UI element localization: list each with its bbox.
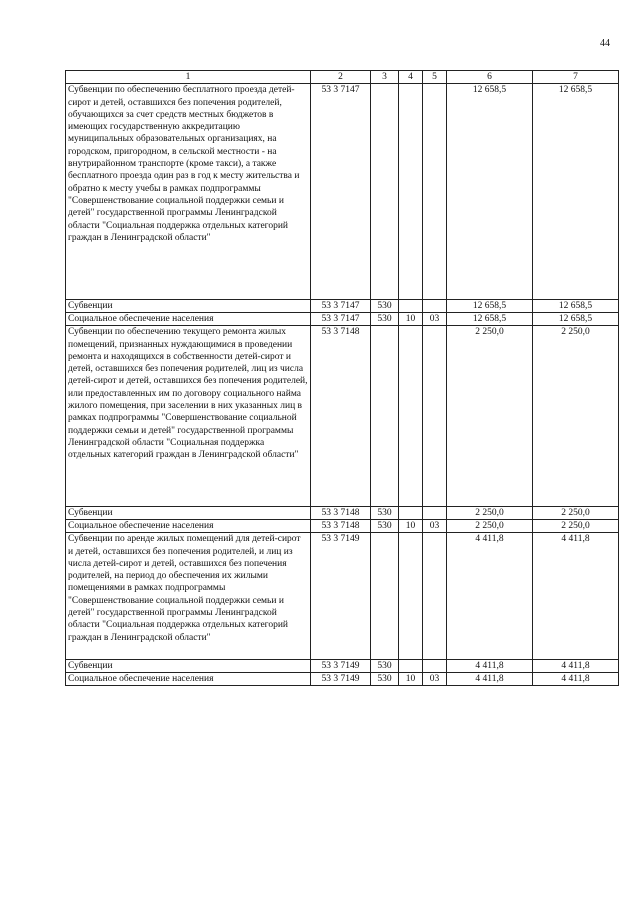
expense-type: 530 — [371, 520, 399, 533]
column-header: 1 — [66, 71, 311, 84]
row-name: Социальное обеспечение населения — [66, 313, 311, 326]
amount-col7: 12 658,5 — [533, 300, 619, 313]
amount-col6: 12 658,5 — [447, 313, 533, 326]
column-header: 3 — [371, 71, 399, 84]
row-name: Социальное обеспечение населения — [66, 520, 311, 533]
table-row — [66, 313, 619, 326]
section: 10 — [399, 673, 423, 686]
amount-col6: 2 250,0 — [447, 520, 533, 533]
amount-col6: 4 411,8 — [447, 673, 533, 686]
amount-col6: 4 411,8 — [447, 533, 533, 660]
target-code: 53 3 7149 — [311, 533, 371, 660]
budget-table — [65, 70, 619, 686]
amount-col6: 2 250,0 — [447, 326, 533, 507]
section — [399, 660, 423, 673]
expense-type: 530 — [371, 300, 399, 313]
row-name: Субвенции — [66, 507, 311, 520]
section — [399, 300, 423, 313]
section: 10 — [399, 520, 423, 533]
row-name: Субвенции по обеспечению бесплатного проезда детей-сирот и детей, оставшихся без попечения родителей, обучающихся за счет средств местных бюджетов в имеющих государственную аккредитацию муниципальных образовательных организациях, на городском, пригородном, в сельской местности - на внутрирайонном транспорте (кроме такси), а также бесплатного проезда один раз в год к месту жительства и обратно к месту учебы в рамках подпрограммы "Совершенствование социальной поддержки семьи и детей" государственной программы Ленинградской области "Социальная поддержка отдельных категорий граждан в Ленинградской области" — [66, 84, 311, 300]
subsection — [423, 84, 447, 300]
section — [399, 533, 423, 660]
expense-type: 530 — [371, 507, 399, 520]
column-header: 5 — [423, 71, 447, 84]
row-name: Субвенции — [66, 660, 311, 673]
subsection: 03 — [423, 313, 447, 326]
amount-col7: 2 250,0 — [533, 326, 619, 507]
column-header: 4 — [399, 71, 423, 84]
expense-type — [371, 326, 399, 507]
section: 10 — [399, 313, 423, 326]
page-number: 44 — [600, 38, 610, 49]
table-header-row — [66, 71, 619, 84]
row-name: Социальное обеспечение населения — [66, 673, 311, 686]
table-row — [66, 84, 619, 300]
column-header: 6 — [447, 71, 533, 84]
amount-col7: 2 250,0 — [533, 507, 619, 520]
amount-col7: 4 411,8 — [533, 533, 619, 660]
table-row — [66, 300, 619, 313]
table-row — [66, 660, 619, 673]
table-row — [66, 673, 619, 686]
target-code: 53 3 7148 — [311, 507, 371, 520]
section — [399, 84, 423, 300]
row-name: Субвенции по обеспечению текущего ремонта жилых помещений, признанных нуждающимися в проведении ремонта и находящихся в собственности детей-сирот и детей, оставшихся без попечения родителей, лиц из числа детей-сирот и детей, оставшихся без попечения родителей, или предоставленных им по договору социального найма жилого помещения, при заселении в них указанных лиц в рамках подпрограммы "Совершенствование социальной поддержки семьи и детей" государственной программы Ленинградской области "Социальная поддержка отдельных категорий граждан в Ленинградской области" — [66, 326, 311, 507]
table-row — [66, 326, 619, 507]
target-code: 53 3 7147 — [311, 313, 371, 326]
column-header: 2 — [311, 71, 371, 84]
amount-col7: 2 250,0 — [533, 520, 619, 533]
column-header: 7 — [533, 71, 619, 84]
row-name: Субвенции по аренде жилых помещений для детей-сирот и детей, оставшихся без попечения родителей, и лиц из числа детей-сирот и детей, оставшихся без попечения родителей, на период до обеспечения их жилыми помещениями в рамках подпрограммы "Совершенствование социальной поддержки семьи и детей" государственной программы Ленинградской области "Социальная поддержка отдельных категорий граждан в Ленинградской области" — [66, 533, 311, 660]
subsection — [423, 507, 447, 520]
target-code: 53 3 7147 — [311, 84, 371, 300]
amount-col7: 12 658,5 — [533, 313, 619, 326]
target-code: 53 3 7149 — [311, 673, 371, 686]
subsection: 03 — [423, 520, 447, 533]
amount-col6: 12 658,5 — [447, 300, 533, 313]
amount-col6: 2 250,0 — [447, 507, 533, 520]
subsection — [423, 326, 447, 507]
section — [399, 507, 423, 520]
amount-col6: 4 411,8 — [447, 660, 533, 673]
subsection — [423, 660, 447, 673]
target-code: 53 3 7149 — [311, 660, 371, 673]
target-code: 53 3 7148 — [311, 326, 371, 507]
subsection — [423, 300, 447, 313]
row-name: Субвенции — [66, 300, 311, 313]
table-row — [66, 533, 619, 660]
expense-type: 530 — [371, 660, 399, 673]
section — [399, 326, 423, 507]
subsection — [423, 533, 447, 660]
amount-col7: 12 658,5 — [533, 84, 619, 300]
amount-col7: 4 411,8 — [533, 673, 619, 686]
target-code: 53 3 7148 — [311, 520, 371, 533]
target-code: 53 3 7147 — [311, 300, 371, 313]
subsection: 03 — [423, 673, 447, 686]
expense-type — [371, 84, 399, 300]
amount-col6: 12 658,5 — [447, 84, 533, 300]
expense-type: 530 — [371, 673, 399, 686]
amount-col7: 4 411,8 — [533, 660, 619, 673]
table-row — [66, 520, 619, 533]
table-row — [66, 507, 619, 520]
expense-type: 530 — [371, 313, 399, 326]
expense-type — [371, 533, 399, 660]
